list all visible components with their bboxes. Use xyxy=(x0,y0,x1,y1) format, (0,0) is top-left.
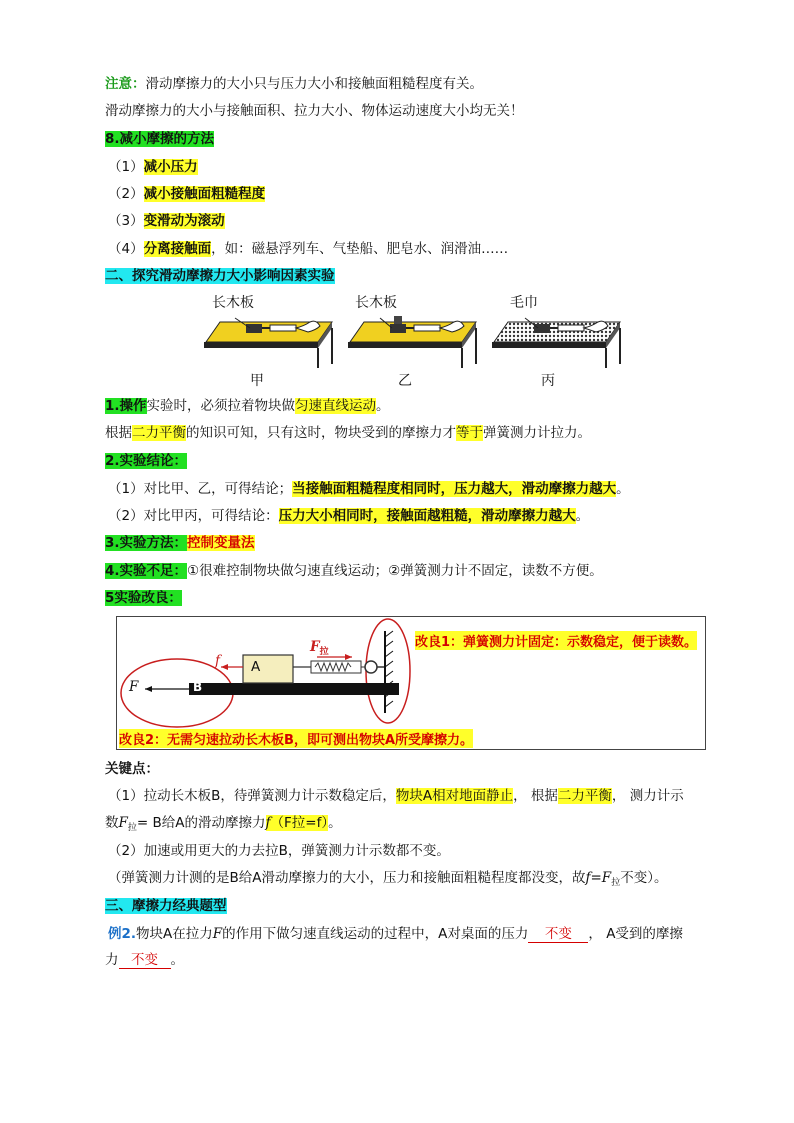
label-board-1: 长木板 xyxy=(212,295,254,311)
label-jia: 甲 xyxy=(250,373,264,389)
improve-heading: 5实验改良： xyxy=(105,590,182,606)
answer-blank-2: 不变 xyxy=(119,952,171,969)
section2-heading: 二、探究滑动摩擦力大小影响因素实验 xyxy=(105,268,335,284)
list-item: （3）变滑动为滚动 xyxy=(108,213,225,229)
label-F: F xyxy=(129,679,139,695)
keypoints-heading: 关键点： xyxy=(105,761,159,777)
label-yi: 乙 xyxy=(398,373,412,389)
keypoint-3: （弹簧测力计测的是B给A滑动摩擦力的大小，压力和接触面粗糙程度都没变，故$f=F_拉$不变）。 xyxy=(108,870,668,888)
section3-heading: 三、摩擦力经典题型 xyxy=(105,898,227,914)
note-line-1: 注意：滑动摩擦力的大小只与压力大小和接触面粗糙程度有关。 xyxy=(105,76,483,92)
experiment-figure xyxy=(200,290,640,390)
keypoint-1-cont: 数$F_拉= B$给A的滑动摩擦力f（F拉=f）。 xyxy=(105,815,342,833)
list-item: （2）减小接触面粗糙程度 xyxy=(108,186,266,202)
keypoint-2: （2）加速或用更大的力去拉B，弹簧测力计示数都不变。 xyxy=(108,843,450,859)
method-line: 3.实验方法：控制变量法 xyxy=(105,535,255,551)
conclusion-item: （2）对比甲丙，可得结论：压力大小相同时，接触面越粗糙，滑动摩擦力越大。 xyxy=(108,508,590,524)
note-text-1: 滑动摩擦力的大小只与压力大小和接触面粗糙程度有关。 xyxy=(145,76,483,92)
improve-note-1: 改良1：弹簧测力计固定：示数稳定，便于读数。 xyxy=(415,631,697,650)
balance-line: 根据二力平衡的知识可知，只有这时，物块受到的摩擦力才等于弹簧测力计拉力。 xyxy=(105,425,591,441)
operation-line: 1.操作实验时，必须拉着物块做匀速直线运动。 xyxy=(105,398,390,414)
label-block-a: A xyxy=(251,659,261,675)
section8-heading: 8.减小摩擦的方法 xyxy=(105,131,215,147)
keypoint-1: （1）拉动长木板B，待弹簧测力计示数稳定后，物块A相对地面静止， 根据二力平衡， 测力计示 xyxy=(108,788,684,804)
label-block-b: B xyxy=(193,680,203,694)
label-towel: 毛巾 xyxy=(510,295,538,311)
note-line-2: 滑动摩擦力的大小与接触面积、拉力大小、物体运动速度大小均无关！ xyxy=(105,103,524,119)
board-yi xyxy=(348,316,476,368)
label-f-pull: $F_拉$ xyxy=(310,639,329,657)
list-item: （1）减小压力 xyxy=(108,159,198,175)
example-line-2: 力 不变 。 xyxy=(105,952,184,968)
improve-figure xyxy=(116,616,706,750)
note-label: 注意 xyxy=(105,76,132,92)
conclusion-heading: 2.实验结论： xyxy=(105,453,188,469)
list-item: （4）分离接触面，如：磁悬浮列车、气垫船、肥皂水、润滑油…… xyxy=(108,241,509,257)
board-bing xyxy=(492,318,620,368)
board-jia xyxy=(204,318,332,368)
label-board-2: 长木板 xyxy=(355,295,397,311)
example-line-1: 例2.物块A在拉力F的作用下做匀速直线运动的过程中，A对桌面的压力 不变 ， A受到的摩擦 xyxy=(108,926,683,942)
conclusion-item: （1）对比甲、乙，可得结论；当接触面粗糙程度相同时，压力越大，滑动摩擦力越大。 xyxy=(108,481,630,497)
label-f: f xyxy=(215,653,220,669)
answer-blank-1: 不变 xyxy=(528,926,588,943)
shortcoming-line: 4.实验不足：①很难控制物块做匀速直线运动；②弹簧测力计不固定，读数不方便。 xyxy=(105,563,603,579)
improve-note-2: 改良2：无需匀速拉动长木板B，即可测出物块A所受摩擦力。 xyxy=(119,729,473,748)
label-bing: 丙 xyxy=(541,373,555,389)
boards-drawing xyxy=(200,310,640,390)
